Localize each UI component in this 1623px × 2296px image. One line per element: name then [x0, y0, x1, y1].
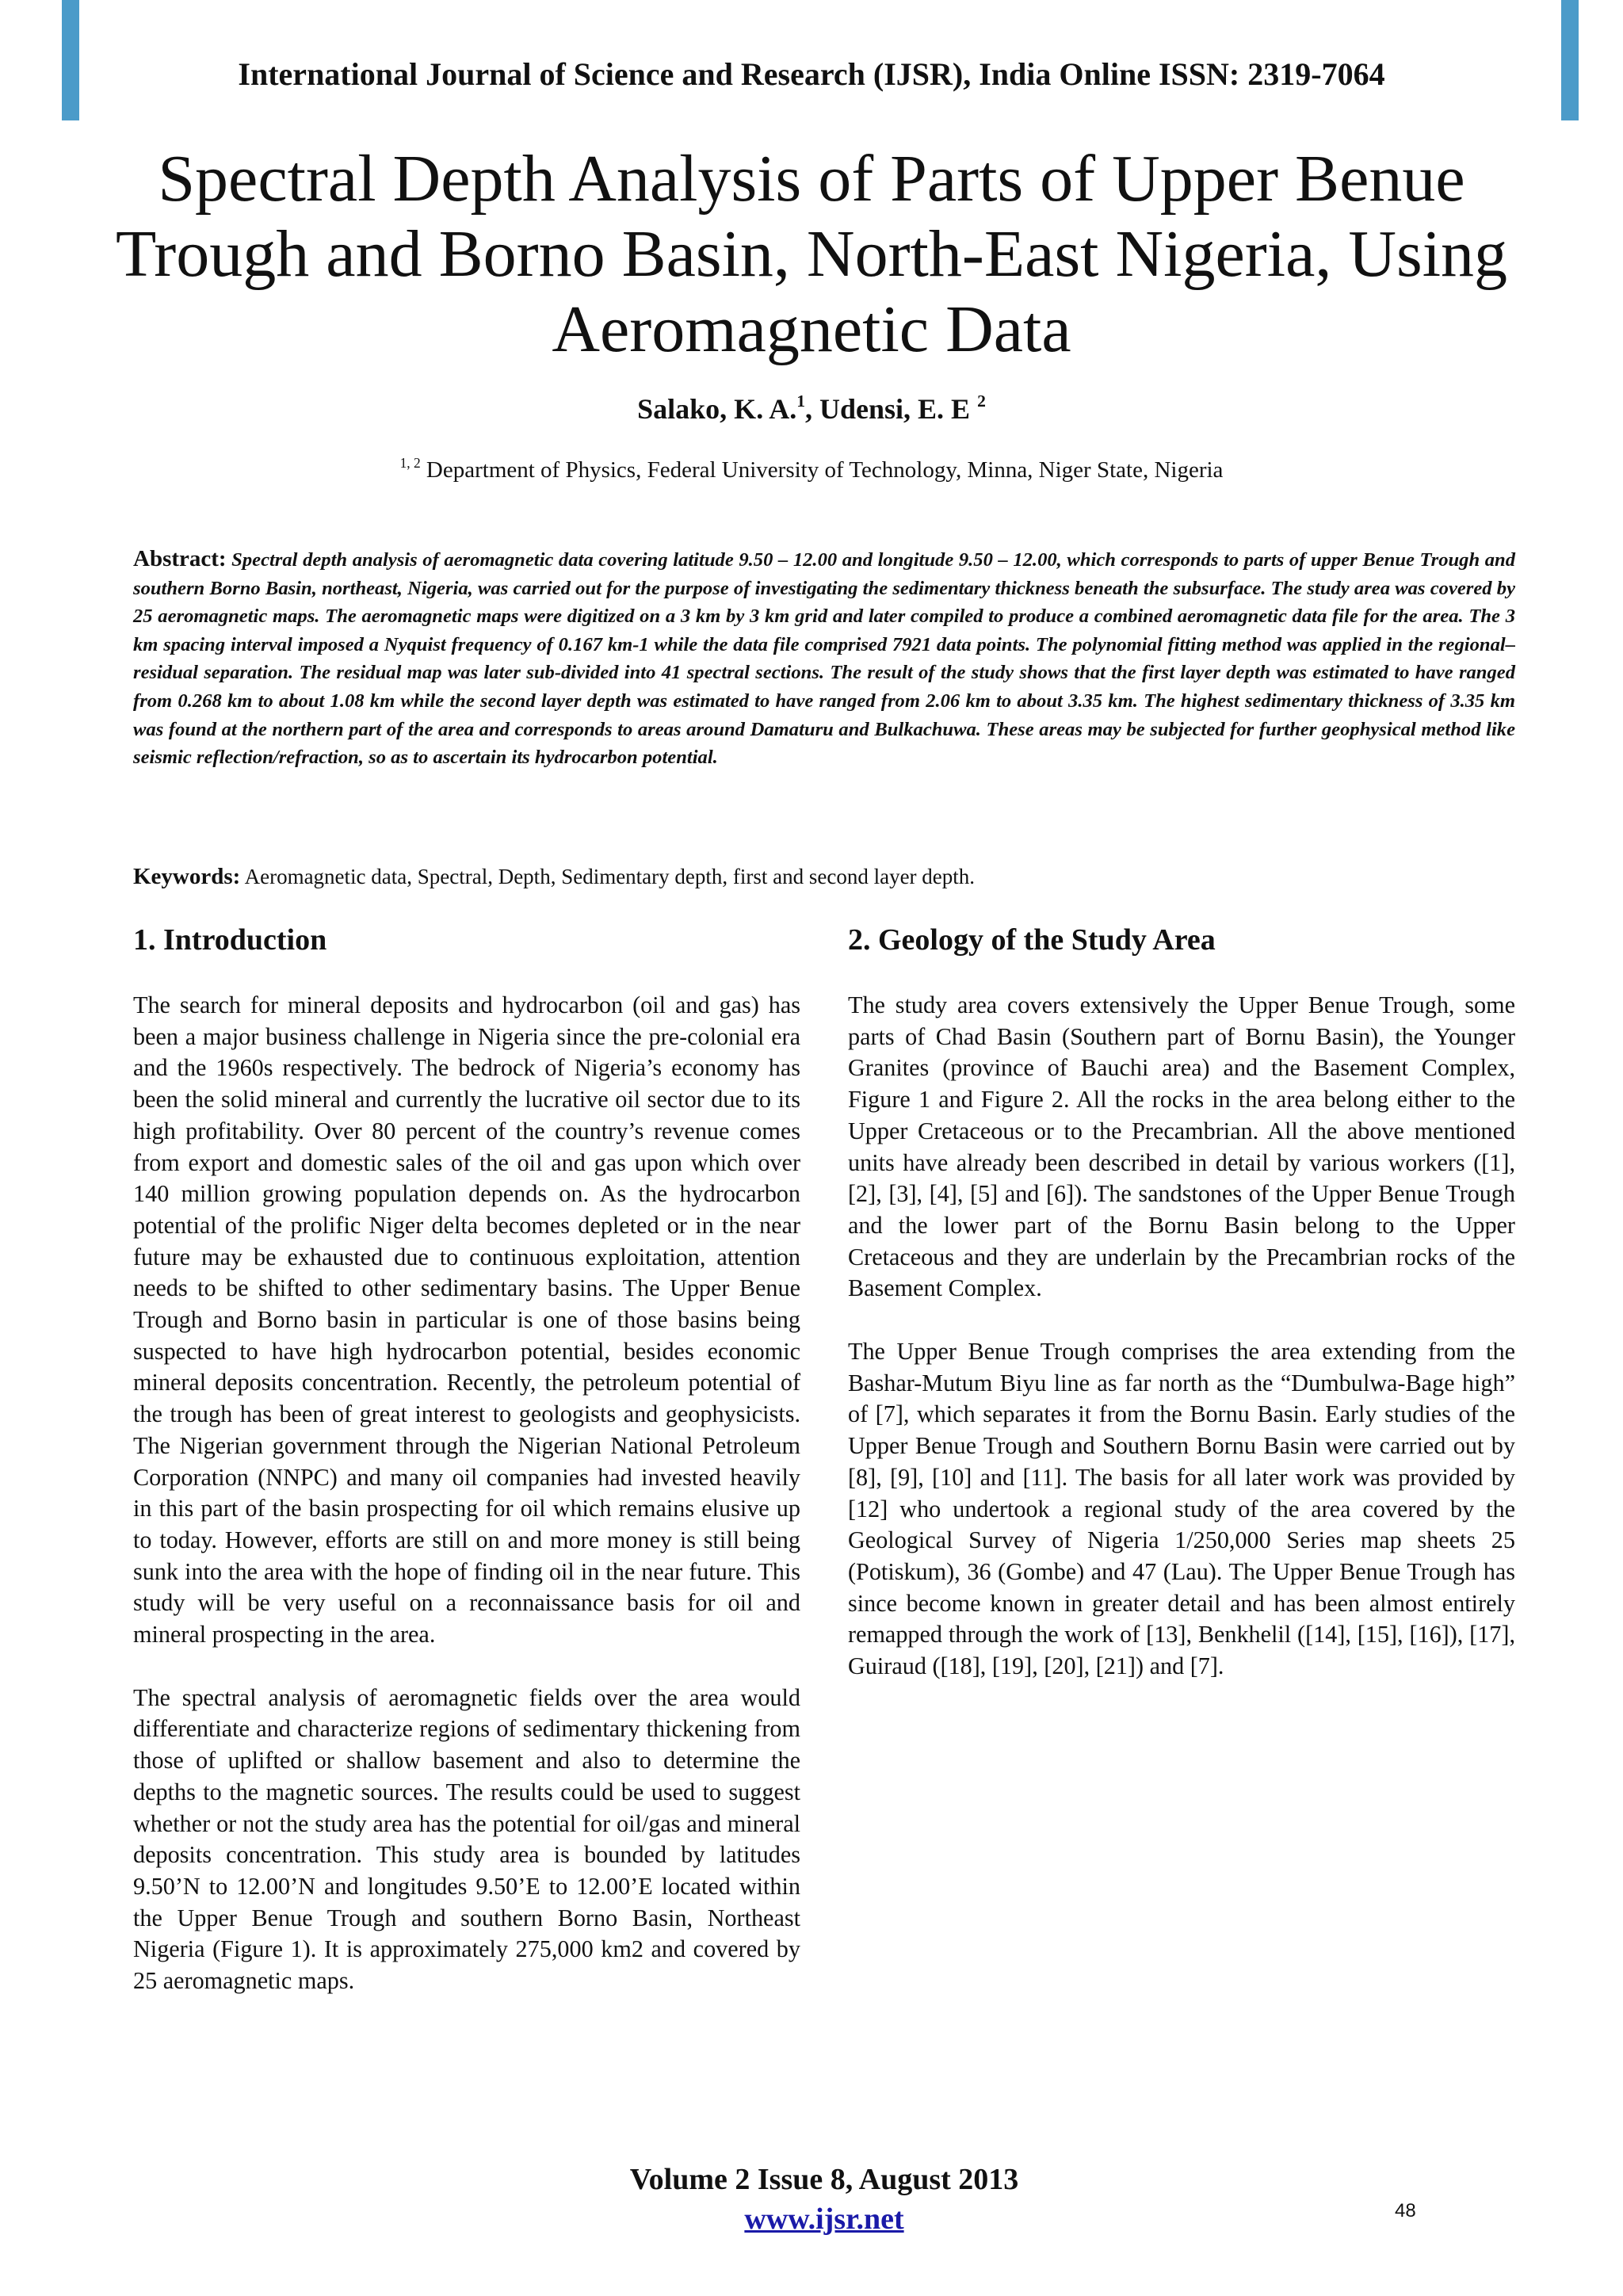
paragraph: The spectral analysis of aeromagnetic fields over the area would differentiate and characterize regions of sedimentary thickening from those of uplifted or shallow basement and also to determine the depths to the magnetic sources. The results could be used to suggest whether or not the study area has the potential for oil/gas and mineral deposits concentration. This study area is bounded by latitudes 9.50’N to 12.00’N and longitudes 9.50’E to 12.00’E located within the Upper Benue Trough and southern Borno Basin, Northeast Nigeria (Figure 1). It is approximately 275,000 km2 and covered by 25 aeromagnetic maps.: [133, 1683, 800, 1995]
author-line: [119, 392, 1504, 426]
keywords: [133, 864, 1515, 890]
footer-volume: Volume 2 Issue 8, August 2013: [629, 2163, 1019, 2196]
affiliation-text: Department of Physics, Federal University of Technology, Minna, Niger State, Nigeria: [426, 457, 1224, 483]
author-affiliation-mark: 2: [977, 391, 986, 411]
header-accent-bar-left: [62, 0, 79, 120]
author-affiliation-mark: 1: [796, 391, 805, 411]
section-heading-introduction: 1. Introduction: [133, 923, 327, 957]
keywords-label: Keywords:: [133, 864, 241, 889]
keywords-text: Aeromagnetic data, Spectral, Depth, Sedimentary depth, first and second layer depth.: [244, 865, 976, 888]
header-accent-bar-right: [1561, 0, 1579, 120]
right-column: [848, 922, 1515, 1714]
paragraph: The Upper Benue Trough comprises the area extending from the Bashar-Mutum Biyu line as far north as the “Dumbulwa-Bage high” of [7], which separates it from the Bornu Basin. Early studies of the Upper Benue Trough and Southern Bornu Basin were carried out by [8], [9], [10] and [11]. The basis for all later work was provided by [12] who undertook a regional study of the area covered by the Geological Survey of Nigeria 1/250,000 Series map sheets 25 (Potiskum), 36 (Gombe) and 47 (Lau). The Upper Benue Trough has since become known in greater detail and has been almost entirely remapped through the work of [13], Benkhelil ([14], [15], [16]), [17], Guiraud ([18], [19], [20], [21]) and [7].: [848, 1338, 1515, 1680]
paragraph: The study area covers extensively the Upper Benue Trough, some parts of Chad Basin (Southern part of Bornu Basin), the Younger Granites (province of Bauchi area) and the Basement Complex, Figure 1 and Figure 2. All the rocks in the area belong either to the Upper Cretaceous or to the Precambrian. All the above mentioned units have already been described in detail by various workers ([1], [2], [3], [4], [5] and [6]). The sandstones of the Upper Benue Trough and the lower part of the Bornu Basin belong to the Upper Cretaceous and they are underlain by the Precambrian rocks of the Basement Complex.: [848, 991, 1515, 1302]
author-name: Salako, K. A.: [637, 393, 797, 425]
left-column: [133, 922, 800, 2029]
abstract-text: Spectral depth analysis of aeromagnetic data covering latitude 9.50 – 12.00 and longitude 9.50 – 12.00, which corresponds to parts of upper Benue Trough and southern Borno Basin, northeast, Nigeria, was carried out for the purpose of investigating the sedimentary thickness beneath the subsurface. The study area was covered by 25 aeromagnetic maps. The aeromagnetic maps were digitized on a 3 km by 3 km grid and later compiled to produce a combined aeromagnetic data file for the area. The 3 km spacing interval imposed a Nyquist frequency of 0.167 km-1 while the data file comprised 7921 data points. The polynomial fitting method was applied in the regional–residual separation. The residual map was later sub-divided into 41 spectral sections. The result of the study shows that the first layer depth was estimated to have ranged from 0.268 km to about 1.08 km while the second layer depth was estimated to have ranged from 2.06 km to about 3.35 km. The highest sedimentary thickness of 3.35 km was found at the northern part of the area and corresponds to areas around Damaturu and Bulkachuwa. These areas may be subjected for further geophysical method like seismic reflection/refraction, so as to ascertain its hydrocarbon potential.: [133, 549, 1515, 769]
paragraph: The search for mineral deposits and hydrocarbon (oil and gas) has been a major business challenge in Nigeria since the pre-colonial era and the 1960s respectively. The bedrock of Nigeria’s economy has been the solid mineral and currently the lucrative oil sector due to its high profitability. Over 80 percent of the country’s revenue comes from export and domestic sales of the oil and gas upon which over 140 million growing population depends on. As the hydrocarbon potential of the prolific Niger delta becomes depleted or in the near future may be exhausted due to continuous exploitation, attention needs to be shifted to other sedimentary basins. The Upper Benue Trough and Borno basin in particular is one of those basins being suspected to have high hydrocarbon potential, besides economic mineral deposits concentration. Recently, the petroleum potential of the trough has been of great interest to geologists and geophysicists. The Nigerian government through the Nigerian National Petroleum Corporation (NNPC) and many oil companies had invested heavily in this part of the basin prospecting for oil which remains elusive up to today. However, efforts are still on and more money is still being sunk into the area with the hope of finding oil in the near future. This study will be very useful on a reconnaissance basis for oil and mineral prospecting in the area.: [133, 991, 800, 1648]
abstract: [133, 545, 1515, 772]
section-heading-geology: 2. Geology of the Study Area: [848, 923, 1216, 957]
author-separator: ,: [805, 393, 819, 425]
author-name: Udensi, E. E: [819, 393, 971, 425]
affiliation: [119, 454, 1504, 483]
page-number: 48: [1395, 2200, 1416, 2222]
affiliation-mark: 1, 2: [399, 454, 421, 471]
paper-title: Spectral Depth Analysis of Parts of Upper Benue Trough and Borno Basin, North-East Nigeria, Using Aeromagnetic Data: [115, 142, 1508, 366]
abstract-label: Abstract:: [133, 546, 227, 571]
footer-website-link[interactable]: www.ijsr.net: [744, 2202, 904, 2236]
journal-header: International Journal of Science and Research (IJSR), India Online ISSN: 2319-7064: [238, 56, 1385, 92]
